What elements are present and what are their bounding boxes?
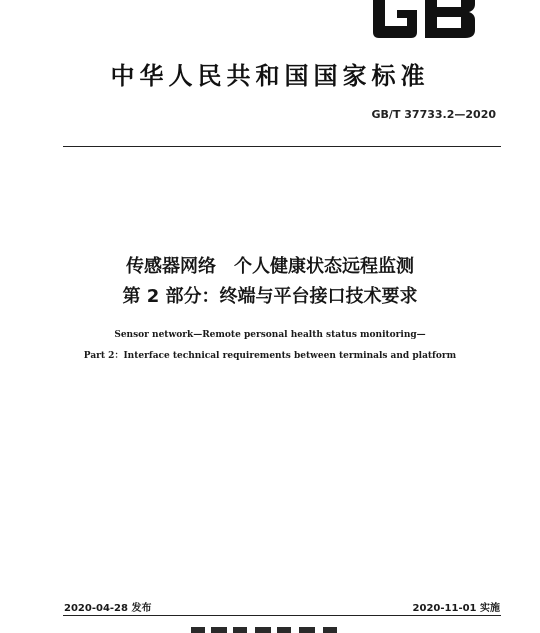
standard-category-title: 中华人民共和国国家标准 (110, 61, 430, 90)
english-title-line-1: Sensor network—Remote personal health status monitoring— (114, 330, 426, 340)
cropped-issuer-text (185, 626, 355, 633)
footer-divider (63, 615, 501, 616)
english-title-line-2: Part 2：Interface technical requirements between terminals and platform (83, 351, 457, 361)
header-divider (63, 146, 501, 147)
issue-date: 2020-04-28 发布 (64, 603, 152, 614)
chinese-title-line-2: 第 2 部分：终端与平台接口技术要求 (122, 286, 418, 307)
chinese-title-line-1: 传感器网络 个人健康状态远程监测 (126, 256, 414, 277)
gb-logo (369, 0, 481, 42)
implementation-date: 2020-11-01 实施 (412, 603, 500, 614)
standard-code: GB/T 37733.2—2020 (371, 108, 496, 121)
